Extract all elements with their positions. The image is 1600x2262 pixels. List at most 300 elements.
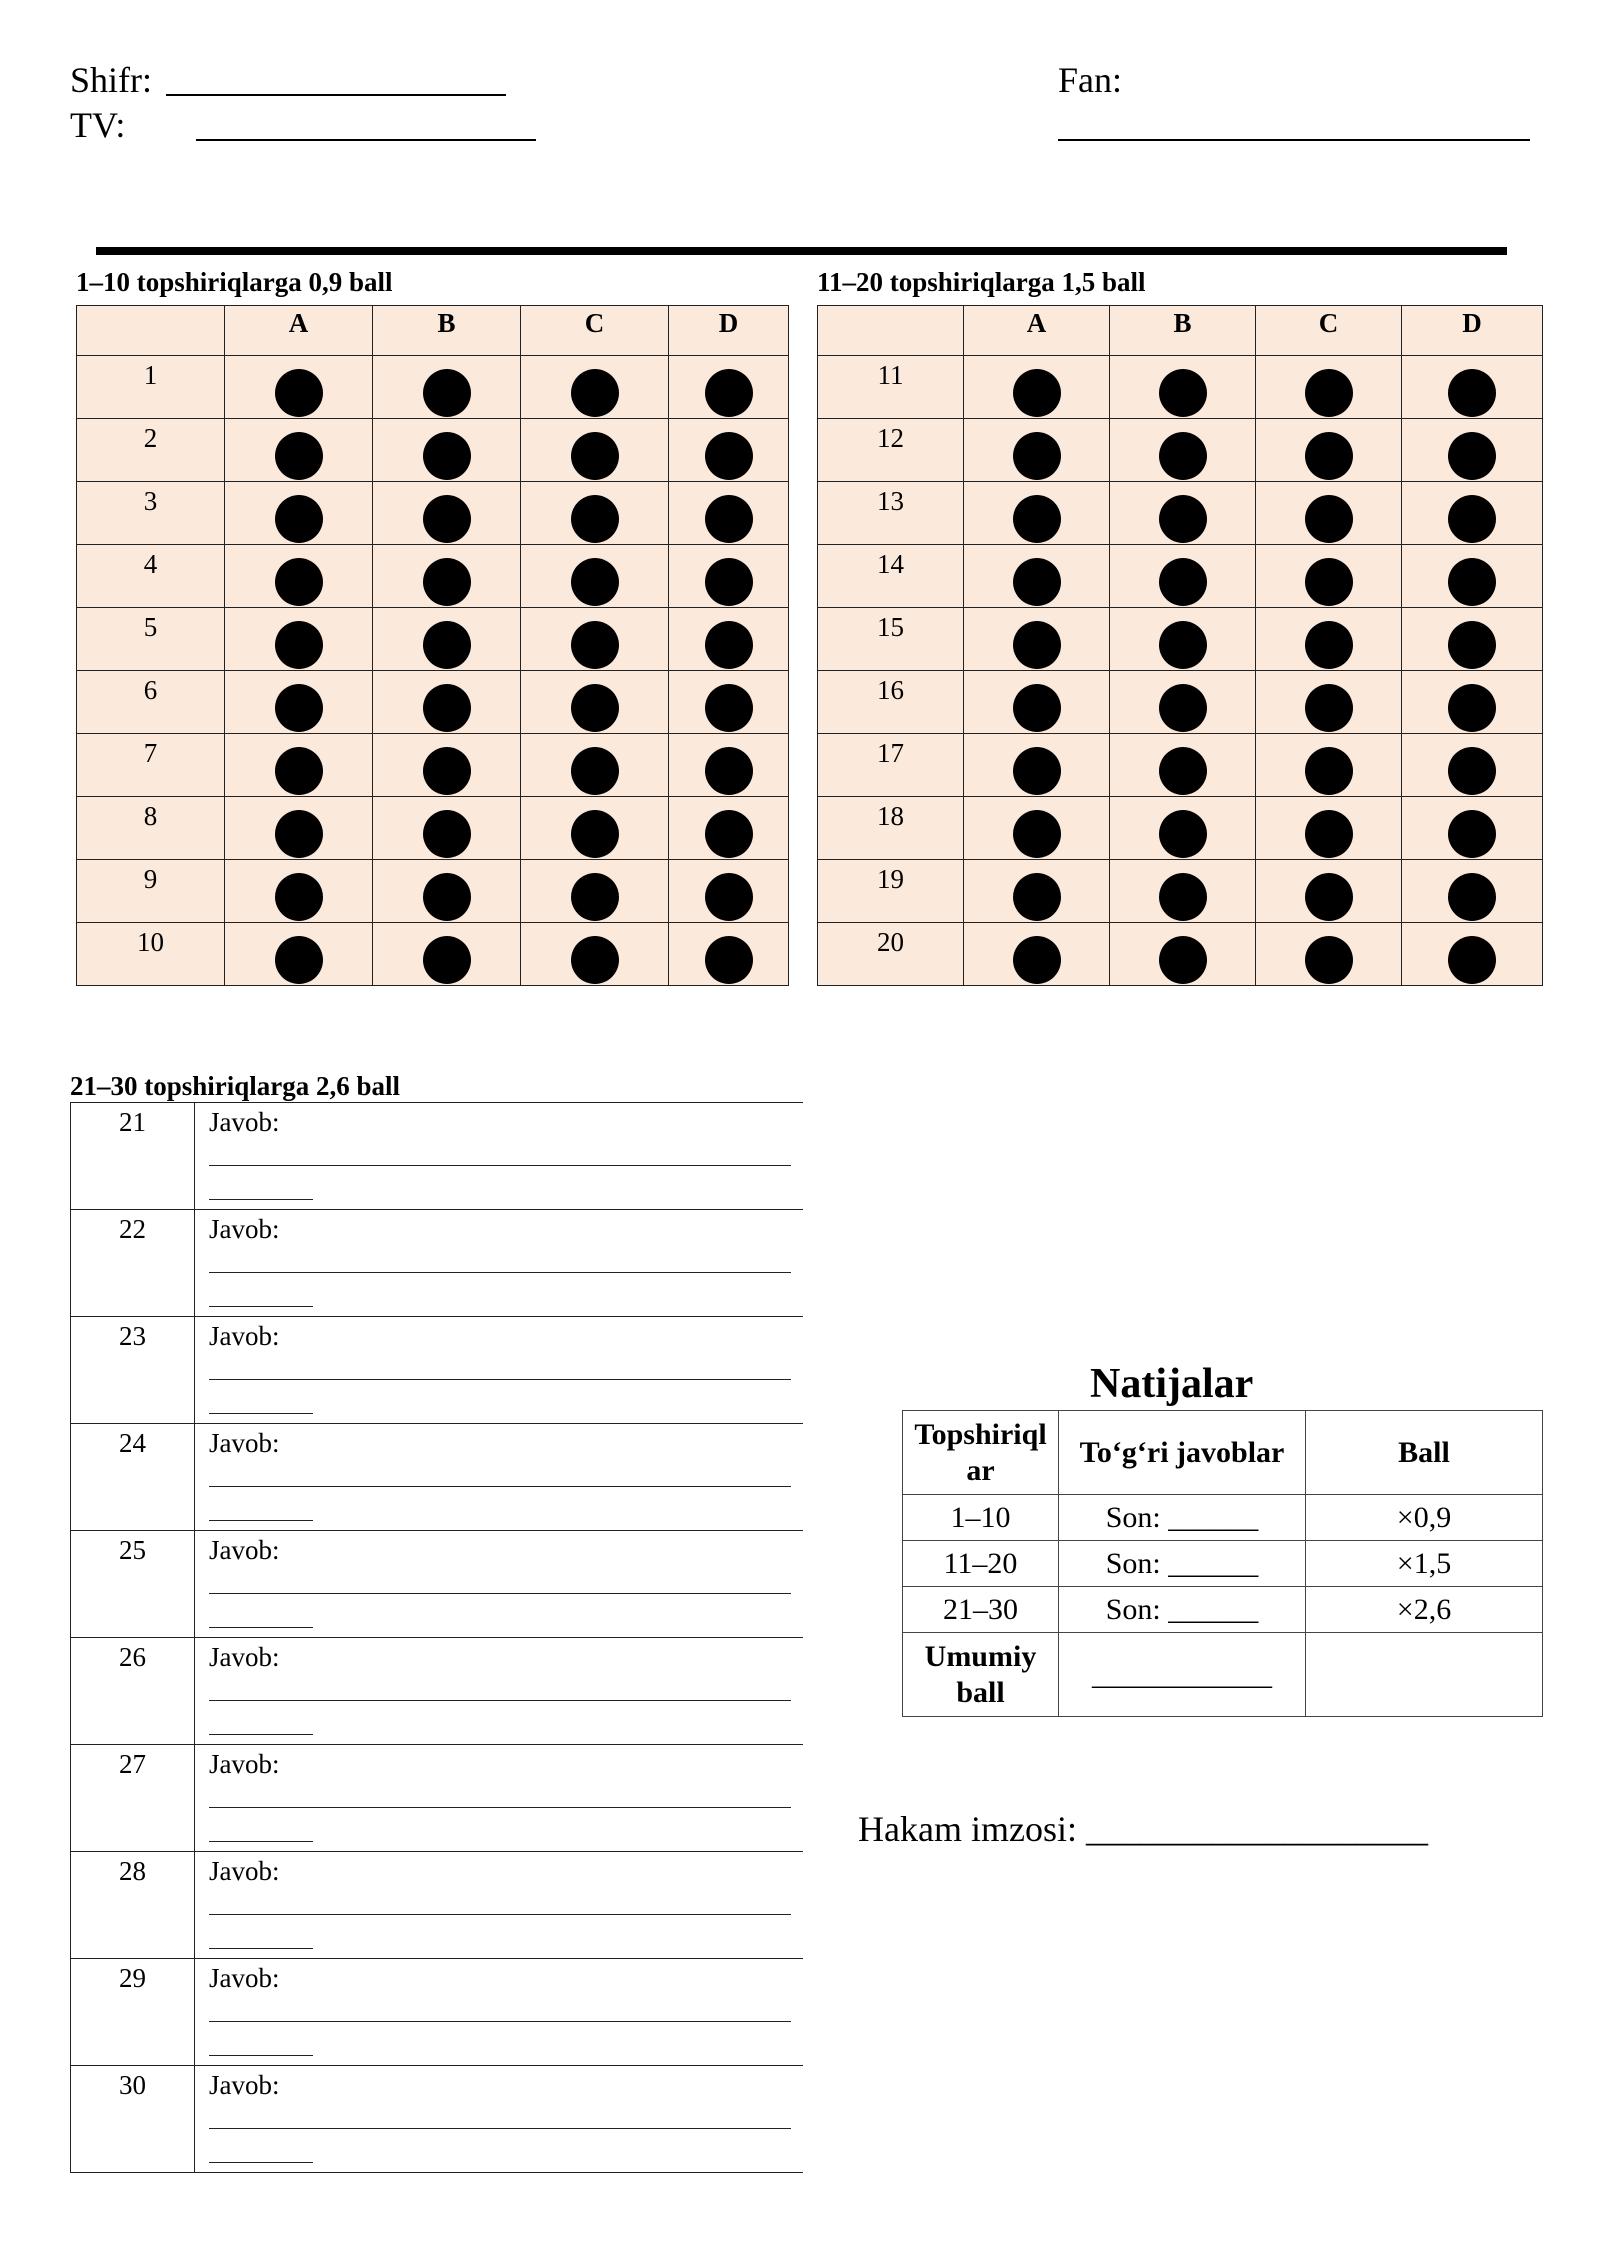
answer-bubble-c[interactable] — [1305, 873, 1353, 921]
answer-bubble-c[interactable] — [1305, 684, 1353, 732]
mc-row — [818, 419, 1543, 482]
question-number: 24 — [71, 1424, 195, 1531]
answer-line-short[interactable] — [209, 2055, 313, 2056]
question-number: 23 — [71, 1317, 195, 1424]
answer-bubble-b[interactable] — [423, 621, 471, 669]
answer-cell[interactable] — [195, 2066, 803, 2173]
answer-bubble-d[interactable] — [705, 936, 753, 984]
answer-row — [71, 1638, 803, 1745]
bubble-cell-d[interactable] — [1402, 671, 1543, 734]
bubble-cell-c[interactable] — [1256, 545, 1402, 608]
bubble-cell-c[interactable] — [521, 608, 669, 671]
answer-bubble-a[interactable] — [1013, 873, 1061, 921]
question-number: 28 — [71, 1852, 195, 1959]
results-multiplier: ×2,6 — [1306, 1587, 1543, 1633]
bubble-cell-d[interactable] — [1402, 482, 1543, 545]
bubble-cell-d[interactable] — [669, 608, 789, 671]
question-number: 10 — [77, 923, 225, 986]
question-number: 22 — [71, 1210, 195, 1317]
question-number: 12 — [818, 419, 964, 482]
bubble-cell-b[interactable] — [373, 671, 521, 734]
bubble-cell-d[interactable] — [1402, 356, 1543, 419]
bubble-cell-d[interactable] — [669, 797, 789, 860]
answer-line-short[interactable] — [209, 1306, 313, 1307]
answer-cell[interactable] — [195, 1103, 803, 1210]
mc-row — [77, 923, 789, 986]
answer-bubble-a[interactable] — [275, 495, 323, 543]
results-count-field[interactable]: Son: ______ — [1059, 1495, 1306, 1541]
bubble-cell-c[interactable] — [521, 419, 669, 482]
question-number: 2 — [77, 419, 225, 482]
bubble-cell-c[interactable] — [1256, 608, 1402, 671]
answer-bubble-c[interactable] — [1305, 747, 1353, 795]
bubble-cell-d[interactable] — [669, 419, 789, 482]
answer-cell[interactable] — [195, 1959, 803, 2066]
bubble-cell-c[interactable] — [521, 671, 669, 734]
question-number: 14 — [818, 545, 964, 608]
bubble-cell-b[interactable] — [1110, 860, 1256, 923]
answer-bubble-a[interactable] — [1013, 495, 1061, 543]
bubble-cell-c[interactable] — [1256, 860, 1402, 923]
bubble-cell-a[interactable] — [225, 545, 373, 608]
mc-header-c: C — [1256, 306, 1402, 356]
bubble-cell-d[interactable] — [1402, 419, 1543, 482]
answer-bubble-b[interactable] — [423, 495, 471, 543]
answer-bubble-c[interactable] — [571, 621, 619, 669]
answer-row — [71, 1424, 803, 1531]
answer-line-short[interactable] — [209, 1199, 313, 1200]
answer-bubble-d[interactable] — [1448, 747, 1496, 795]
answer-bubble-b[interactable] — [423, 810, 471, 858]
answer-bubble-c[interactable] — [1305, 558, 1353, 606]
answer-line-short[interactable] — [209, 1627, 313, 1628]
answer-label: Javob: — [209, 1856, 280, 1886]
answer-bubble-b[interactable] — [1159, 873, 1207, 921]
question-number: 9 — [77, 860, 225, 923]
question-number: 5 — [77, 608, 225, 671]
bubble-cell-a[interactable] — [964, 482, 1110, 545]
mc-header-a: A — [964, 306, 1110, 356]
answer-bubble-c[interactable] — [1305, 936, 1353, 984]
answer-row — [71, 1745, 803, 1852]
answer-cell[interactable] — [195, 1317, 803, 1424]
mc-row — [818, 923, 1543, 986]
answer-line[interactable] — [209, 1379, 791, 1380]
bubble-cell-b[interactable] — [373, 356, 521, 419]
answer-bubble-b[interactable] — [423, 684, 471, 732]
answer-line[interactable] — [209, 1272, 791, 1273]
cipher-field[interactable] — [166, 94, 506, 96]
answer-bubble-a[interactable] — [1013, 810, 1061, 858]
tv-field[interactable] — [196, 139, 536, 141]
bubble-cell-a[interactable] — [964, 419, 1110, 482]
bubble-cell-b[interactable] — [1110, 797, 1256, 860]
bubble-cell-a[interactable] — [225, 860, 373, 923]
results-total-score — [1306, 1633, 1543, 1717]
bubble-cell-d[interactable] — [1402, 545, 1543, 608]
bubble-cell-b[interactable] — [373, 419, 521, 482]
mc-row — [77, 860, 789, 923]
answer-bubble-a[interactable] — [1013, 621, 1061, 669]
answer-line[interactable] — [209, 1914, 791, 1915]
answer-bubble-b[interactable] — [1159, 495, 1207, 543]
answer-bubble-c[interactable] — [571, 432, 619, 480]
mc-row — [77, 671, 789, 734]
results-row — [903, 1541, 1543, 1587]
answer-bubble-a[interactable] — [275, 936, 323, 984]
answer-label: Javob: — [209, 1749, 280, 1779]
question-number: 21 — [71, 1103, 195, 1210]
bubble-cell-d[interactable] — [1402, 923, 1543, 986]
answer-bubble-c[interactable] — [1305, 432, 1353, 480]
question-number: 8 — [77, 797, 225, 860]
bubble-cell-b[interactable] — [1110, 608, 1256, 671]
bubble-cell-b[interactable] — [373, 860, 521, 923]
answer-line[interactable] — [209, 2128, 791, 2129]
mc-header-blank — [818, 306, 964, 356]
mc-header-a: A — [225, 306, 373, 356]
mc-header-c: C — [521, 306, 669, 356]
answer-cell[interactable] — [195, 1745, 803, 1852]
answer-bubble-b[interactable] — [423, 432, 471, 480]
bubble-cell-b[interactable] — [373, 482, 521, 545]
mc-row — [818, 545, 1543, 608]
answer-bubble-a[interactable] — [1013, 432, 1061, 480]
bubble-cell-a[interactable] — [225, 419, 373, 482]
answer-label: Javob: — [209, 1107, 280, 1137]
question-number: 17 — [818, 734, 964, 797]
bubble-cell-c[interactable] — [521, 545, 669, 608]
question-number: 13 — [818, 482, 964, 545]
answer-label: Javob: — [209, 2070, 280, 2100]
bubble-cell-d[interactable] — [669, 545, 789, 608]
bubble-cell-a[interactable] — [964, 923, 1110, 986]
question-number: 7 — [77, 734, 225, 797]
cipher-label: Shifr: — [70, 60, 153, 100]
answer-cell[interactable] — [195, 1638, 803, 1745]
answer-line[interactable] — [209, 2021, 791, 2022]
results-title: Natijalar — [1090, 1361, 1254, 1407]
bubble-cell-c[interactable] — [1256, 797, 1402, 860]
answer-bubble-a[interactable] — [275, 558, 323, 606]
bubble-cell-c[interactable] — [1256, 734, 1402, 797]
answer-bubble-b[interactable] — [423, 936, 471, 984]
answer-bubble-b[interactable] — [1159, 747, 1207, 795]
results-multiplier: ×0,9 — [1306, 1495, 1543, 1541]
answer-line-short[interactable] — [209, 1413, 313, 1414]
answer-bubble-c[interactable] — [571, 684, 619, 732]
mc-table-11-20 — [817, 305, 1543, 986]
answer-bubble-b[interactable] — [1159, 621, 1207, 669]
answer-cell[interactable] — [195, 1852, 803, 1959]
answer-bubble-d[interactable] — [705, 747, 753, 795]
answer-bubble-b[interactable] — [423, 747, 471, 795]
bubble-cell-d[interactable] — [669, 671, 789, 734]
answer-row — [71, 1959, 803, 2066]
bubble-cell-b[interactable] — [1110, 482, 1256, 545]
mc-row — [818, 671, 1543, 734]
answer-bubble-a[interactable] — [1013, 747, 1061, 795]
bubble-cell-b[interactable] — [1110, 545, 1256, 608]
mc-header-b: B — [1110, 306, 1256, 356]
bubble-cell-b[interactable] — [373, 923, 521, 986]
bubble-cell-b[interactable] — [1110, 356, 1256, 419]
answer-bubble-d[interactable] — [705, 621, 753, 669]
mc-header-blank — [77, 306, 225, 356]
bubble-cell-c[interactable] — [521, 860, 669, 923]
open-answers-table — [70, 1102, 803, 2173]
bubble-cell-c[interactable] — [521, 356, 669, 419]
bubble-cell-b[interactable] — [1110, 419, 1256, 482]
results-range: 11–20 — [903, 1541, 1059, 1587]
answer-line[interactable] — [209, 1593, 791, 1594]
answer-row — [71, 1210, 803, 1317]
results-total-row — [903, 1633, 1543, 1717]
answer-bubble-d[interactable] — [1448, 873, 1496, 921]
bubble-cell-c[interactable] — [1256, 482, 1402, 545]
results-header-correct: To‘g‘ri javoblar — [1059, 1411, 1306, 1495]
answer-line-short[interactable] — [209, 1841, 313, 1842]
bubble-cell-a[interactable] — [964, 545, 1110, 608]
answer-bubble-a[interactable] — [275, 684, 323, 732]
answer-label: Javob: — [209, 1214, 280, 1244]
answer-bubble-d[interactable] — [1448, 432, 1496, 480]
bubble-cell-d[interactable] — [669, 482, 789, 545]
answer-bubble-b[interactable] — [1159, 558, 1207, 606]
answer-label: Javob: — [209, 1963, 280, 1993]
bubble-cell-a[interactable] — [964, 608, 1110, 671]
answer-bubble-c[interactable] — [1305, 369, 1353, 417]
answer-bubble-d[interactable] — [1448, 810, 1496, 858]
answer-bubble-a[interactable] — [275, 621, 323, 669]
bubble-cell-b[interactable] — [1110, 734, 1256, 797]
answer-row — [71, 1852, 803, 1959]
answer-bubble-a[interactable] — [275, 747, 323, 795]
question-number: 16 — [818, 671, 964, 734]
results-range: 21–30 — [903, 1587, 1059, 1633]
answer-bubble-b[interactable] — [423, 558, 471, 606]
answer-bubble-c[interactable] — [571, 369, 619, 417]
answer-bubble-a[interactable] — [275, 810, 323, 858]
answer-bubble-a[interactable] — [1013, 369, 1061, 417]
question-number: 25 — [71, 1531, 195, 1638]
judge-signature[interactable]: Hakam imzosi: ___________________ — [858, 1809, 1428, 1849]
answer-bubble-c[interactable] — [571, 747, 619, 795]
bubble-cell-d[interactable] — [669, 860, 789, 923]
answer-bubble-d[interactable] — [1448, 495, 1496, 543]
answer-bubble-c[interactable] — [1305, 621, 1353, 669]
answer-label: Javob: — [209, 1321, 280, 1351]
answer-bubble-c[interactable] — [571, 936, 619, 984]
bubble-cell-a[interactable] — [225, 482, 373, 545]
bubble-cell-a[interactable] — [964, 797, 1110, 860]
mc-row — [818, 797, 1543, 860]
bubble-cell-d[interactable] — [1402, 797, 1543, 860]
answer-bubble-d[interactable] — [1448, 621, 1496, 669]
results-range: 1–10 — [903, 1495, 1059, 1541]
answer-line[interactable] — [209, 1165, 791, 1166]
answer-bubble-d[interactable] — [1448, 558, 1496, 606]
bubble-cell-b[interactable] — [1110, 671, 1256, 734]
answer-bubble-d[interactable] — [1448, 936, 1496, 984]
answer-bubble-a[interactable] — [275, 873, 323, 921]
answer-bubble-a[interactable] — [275, 432, 323, 480]
answer-bubble-c[interactable] — [571, 873, 619, 921]
answer-bubble-b[interactable] — [1159, 936, 1207, 984]
question-number: 11 — [818, 356, 964, 419]
results-header-tasks: Topshiriqlar — [903, 1411, 1059, 1495]
bubble-cell-d[interactable] — [669, 923, 789, 986]
answer-label: Javob: — [209, 1428, 280, 1458]
results-count-field[interactable]: Son: ______ — [1059, 1541, 1306, 1587]
answer-row — [71, 2066, 803, 2173]
mc-row — [77, 797, 789, 860]
mc-header-b: B — [373, 306, 521, 356]
mc-row — [818, 482, 1543, 545]
results-multiplier: ×1,5 — [1306, 1541, 1543, 1587]
bubble-cell-a[interactable] — [225, 356, 373, 419]
bubble-cell-a[interactable] — [964, 734, 1110, 797]
answer-line-short[interactable] — [209, 1520, 313, 1521]
bubble-cell-d[interactable] — [669, 734, 789, 797]
question-number: 19 — [818, 860, 964, 923]
answer-line[interactable] — [209, 1486, 791, 1487]
bubble-cell-a[interactable] — [964, 860, 1110, 923]
answer-bubble-d[interactable] — [705, 558, 753, 606]
results-total-field[interactable]: ____________ — [1059, 1633, 1306, 1717]
results-row — [903, 1495, 1543, 1541]
question-number: 6 — [77, 671, 225, 734]
answer-bubble-d[interactable] — [705, 684, 753, 732]
results-total-label: Umumiy ball — [903, 1633, 1059, 1717]
bubble-cell-a[interactable] — [225, 671, 373, 734]
question-number: 27 — [71, 1745, 195, 1852]
answer-label: Javob: — [209, 1642, 280, 1672]
results-count-field[interactable]: Son: ______ — [1059, 1587, 1306, 1633]
bubble-cell-a[interactable] — [964, 356, 1110, 419]
question-number: 20 — [818, 923, 964, 986]
answer-bubble-d[interactable] — [705, 873, 753, 921]
answer-line-short[interactable] — [209, 1734, 313, 1735]
bubble-cell-c[interactable] — [521, 923, 669, 986]
answer-cell[interactable] — [195, 1210, 803, 1317]
answer-bubble-d[interactable] — [1448, 684, 1496, 732]
subject-field[interactable] — [1058, 139, 1530, 141]
answer-bubble-b[interactable] — [1159, 684, 1207, 732]
subject-label: Fan: — [1058, 60, 1123, 100]
bubble-cell-b[interactable] — [373, 797, 521, 860]
bubble-cell-d[interactable] — [1402, 734, 1543, 797]
mc-header-d: D — [669, 306, 789, 356]
question-number: 1 — [77, 356, 225, 419]
answer-bubble-a[interactable] — [275, 369, 323, 417]
question-number: 15 — [818, 608, 964, 671]
answer-bubble-b[interactable] — [423, 369, 471, 417]
answer-bubble-a[interactable] — [1013, 558, 1061, 606]
answer-bubble-a[interactable] — [1013, 936, 1061, 984]
answer-bubble-d[interactable] — [705, 432, 753, 480]
answer-bubble-d[interactable] — [1448, 369, 1496, 417]
section3-title: 21–30 topshiriqlarga 2,6 ball — [70, 1071, 401, 1101]
bubble-cell-a[interactable] — [964, 671, 1110, 734]
answer-line[interactable] — [209, 1700, 791, 1701]
header-divider — [96, 247, 1507, 255]
bubble-cell-c[interactable] — [1256, 923, 1402, 986]
question-number: 26 — [71, 1638, 195, 1745]
bubble-cell-b[interactable] — [373, 734, 521, 797]
answer-row — [71, 1103, 803, 1210]
answer-bubble-d[interactable] — [705, 810, 753, 858]
mc-row — [77, 608, 789, 671]
answer-bubble-c[interactable] — [1305, 495, 1353, 543]
answer-label: Javob: — [209, 1535, 280, 1565]
bubble-cell-b[interactable] — [373, 545, 521, 608]
mc-row — [818, 860, 1543, 923]
bubble-cell-c[interactable] — [521, 482, 669, 545]
answer-bubble-c[interactable] — [571, 558, 619, 606]
answer-bubble-c[interactable] — [571, 495, 619, 543]
mc-row — [77, 545, 789, 608]
answer-bubble-c[interactable] — [1305, 810, 1353, 858]
mc-row — [77, 482, 789, 545]
bubble-cell-c[interactable] — [1256, 419, 1402, 482]
answer-cell[interactable] — [195, 1531, 803, 1638]
mc-row — [77, 419, 789, 482]
question-number: 29 — [71, 1959, 195, 2066]
bubble-cell-d[interactable] — [669, 356, 789, 419]
answer-bubble-d[interactable] — [705, 495, 753, 543]
answer-line-short[interactable] — [209, 2162, 313, 2163]
bubble-cell-d[interactable] — [1402, 608, 1543, 671]
mc-row — [77, 356, 789, 419]
bubble-cell-c[interactable] — [521, 797, 669, 860]
question-number: 18 — [818, 797, 964, 860]
answer-bubble-b[interactable] — [1159, 432, 1207, 480]
answer-bubble-b[interactable] — [423, 873, 471, 921]
mc-header-row — [818, 306, 1543, 356]
answer-bubble-c[interactable] — [571, 810, 619, 858]
results-table — [902, 1410, 1543, 1717]
answer-line[interactable] — [209, 1807, 791, 1808]
answer-cell[interactable] — [195, 1424, 803, 1531]
bubble-cell-a[interactable] — [225, 734, 373, 797]
mc-row — [818, 608, 1543, 671]
mc-header-d: D — [1402, 306, 1543, 356]
answer-bubble-b[interactable] — [1159, 369, 1207, 417]
bubble-cell-b[interactable] — [1110, 923, 1256, 986]
bubble-cell-d[interactable] — [1402, 860, 1543, 923]
results-row — [903, 1587, 1543, 1633]
answer-bubble-b[interactable] — [1159, 810, 1207, 858]
mc-row — [77, 734, 789, 797]
answer-bubble-a[interactable] — [1013, 684, 1061, 732]
bubble-cell-c[interactable] — [1256, 356, 1402, 419]
mc-table-1-10 — [76, 305, 789, 986]
mc-row — [818, 734, 1543, 797]
bubble-cell-b[interactable] — [373, 608, 521, 671]
answer-row — [71, 1317, 803, 1424]
bubble-cell-a[interactable] — [225, 608, 373, 671]
bubble-cell-c[interactable] — [521, 734, 669, 797]
answer-bubble-d[interactable] — [705, 369, 753, 417]
mc-row — [818, 356, 1543, 419]
answer-line-short[interactable] — [209, 1948, 313, 1949]
section2-title: 11–20 topshiriqlarga 1,5 ball — [817, 267, 1146, 297]
bubble-cell-a[interactable] — [225, 797, 373, 860]
bubble-cell-c[interactable] — [1256, 671, 1402, 734]
bubble-cell-a[interactable] — [225, 923, 373, 986]
answer-row — [71, 1531, 803, 1638]
